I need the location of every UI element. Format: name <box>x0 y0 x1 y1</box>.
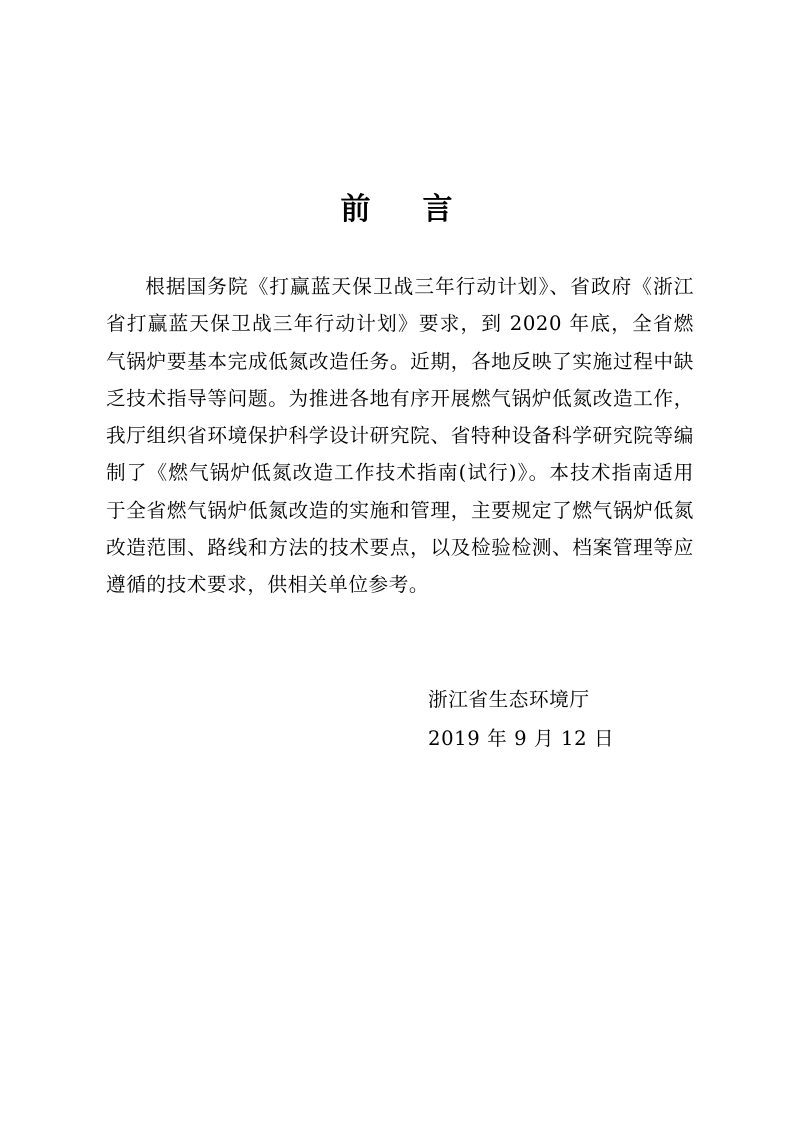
signature-block <box>428 680 614 758</box>
signature-date: 2019 年 9 月 12 日 <box>428 727 615 750</box>
title-char-2: 言 <box>422 192 453 227</box>
signature-organization: 浙江省生态环境厅 <box>428 688 590 711</box>
title-char-1: 前 <box>340 192 371 227</box>
page-title <box>0 188 793 232</box>
preface-paragraph: 根据国务院《打赢蓝天保卫战三年行动计划》、省政府《浙江省打赢蓝天保卫战三年行动计划》要求，到 2020 年底，全省燃气锅炉要基本完成低氮改造任务。近期，各地反映了实施过程中缺乏技术指导等问题。为推进各地有序开展燃气锅炉低氮改造工作，我厅组织省环境保护科学设计研究院、省特种设备科学研究院等编制了《燃气锅炉低氮改造工作技术指南(试行)》。本技术指南适用于全省燃气锅炉低氮改造的实施和管理，主要规定了燃气锅炉低氮改造范围、路线和方法的技术要点，以及检验检测、档案管理等应遵循的技术要求，供相关单位参考。 <box>106 275 694 597</box>
